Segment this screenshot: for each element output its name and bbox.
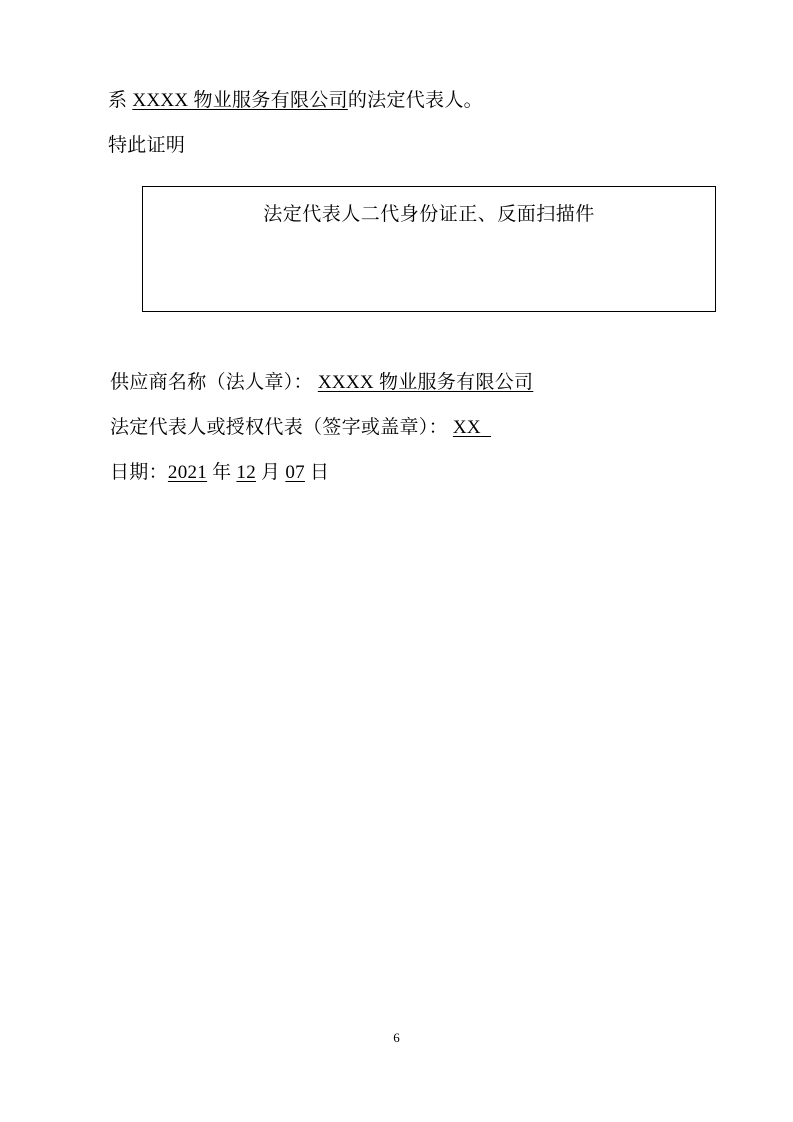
date-year-unit: 年 — [212, 462, 232, 483]
document-body — [108, 78, 720, 168]
supplier-name-value: XXXX 物业服务有限公司 — [317, 372, 534, 393]
date-label: 日期： — [110, 462, 168, 483]
representative-line — [110, 405, 730, 450]
intro-suffix: 的法定代表人。 — [347, 90, 483, 111]
intro-company: XXXX 物业服务有限公司 — [132, 90, 348, 111]
supplier-name-label: 供应商名称（法人章）： — [110, 372, 313, 393]
representative-label: 法定代表人或授权代表（签字或盖章）： — [110, 417, 448, 438]
date-year-value: 2021 — [167, 462, 208, 483]
date-day-value: 07 — [285, 462, 305, 483]
supplier-name-line — [110, 360, 730, 405]
intro-line — [108, 78, 720, 123]
id-scan-placeholder-label: 法定代表人二代身份证正、反面扫描件 — [263, 204, 595, 225]
page-number: 6 — [393, 1030, 400, 1045]
date-month-unit: 月 — [261, 462, 281, 483]
id-scan-placeholder-box — [142, 186, 716, 312]
signature-block — [110, 360, 730, 495]
date-month-value: 12 — [236, 462, 257, 483]
date-day-unit: 日 — [309, 462, 330, 483]
representative-value: XX — [452, 417, 481, 438]
intro-prefix: 系 — [108, 90, 128, 111]
certify-line: 特此证明 — [108, 135, 186, 156]
date-line — [110, 450, 730, 495]
